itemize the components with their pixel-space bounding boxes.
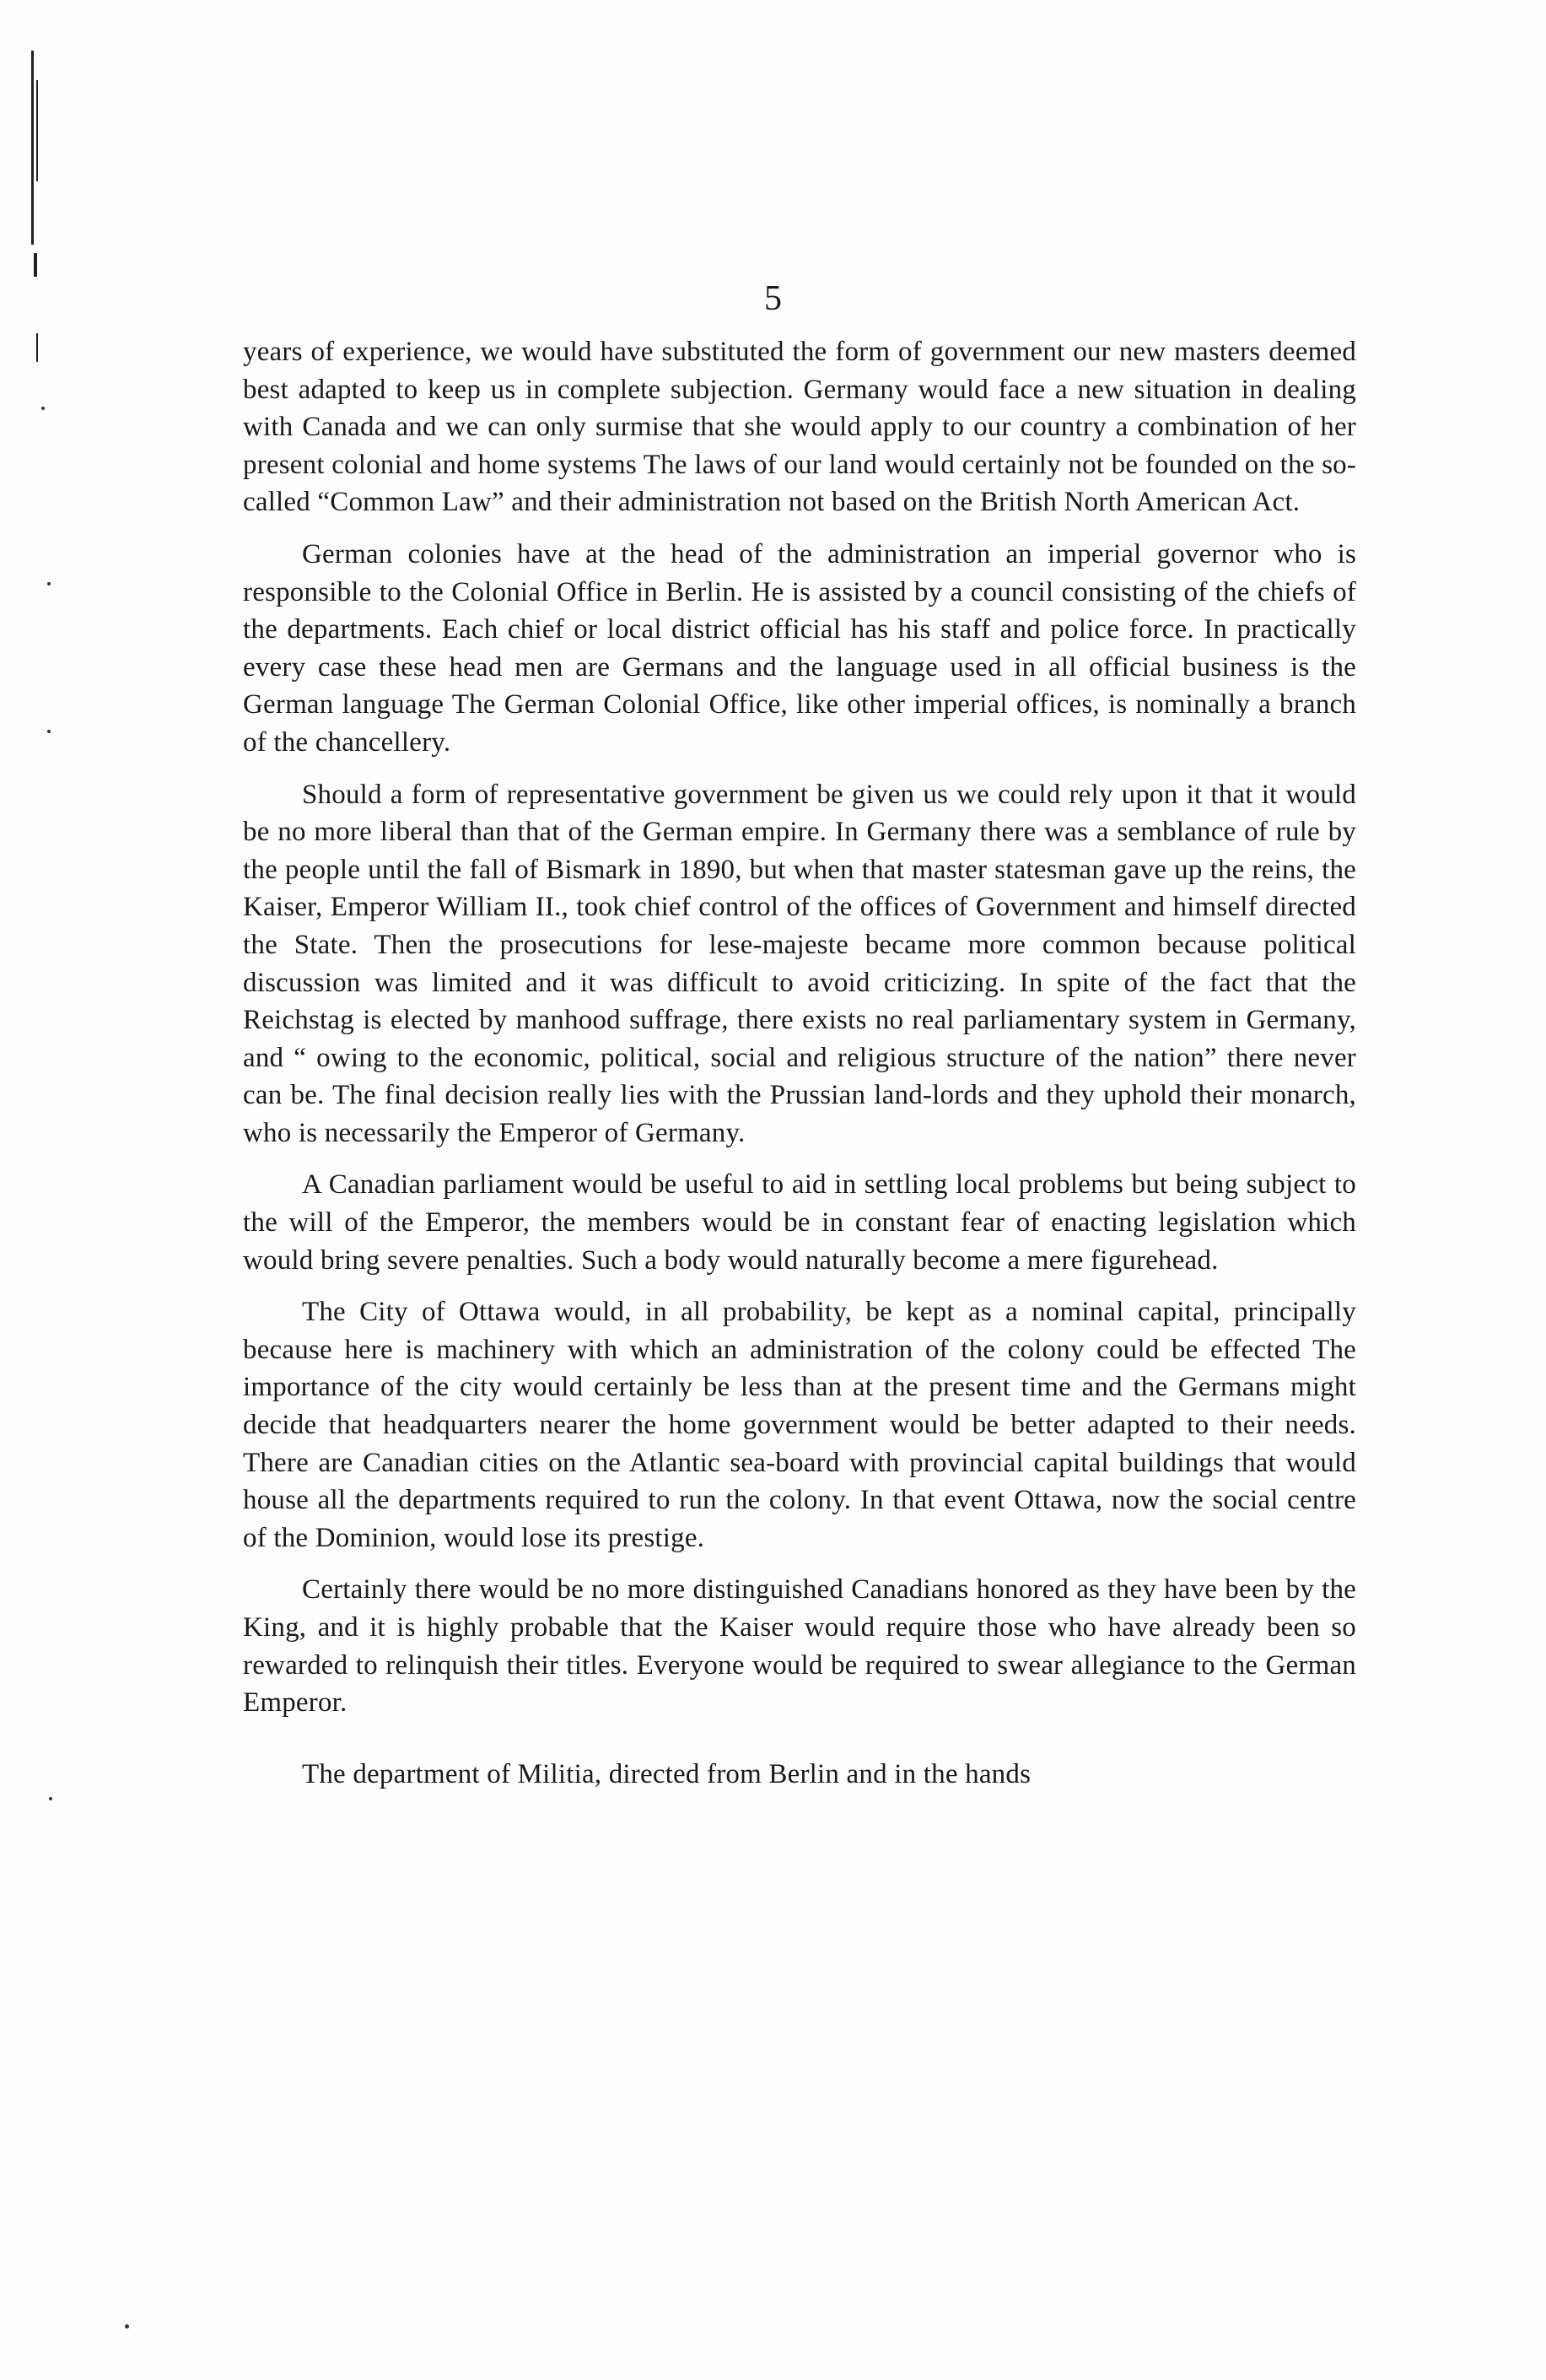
paragraph-colonial-administration: German colonies have at the head of the administration an imperial governor who is responsible to the Colonial Office in Berlin. He is assisted by a council consisting of the chiefs of the departments. Each chief or local district official has his staff and police force. In practically every case these head men are Germans and the language used in all official business is the German language The German Colonial Office, like other imperial offices, is nominally a branch of the chancellery. bbox=[243, 538, 1356, 758]
scan-artifact-mark bbox=[34, 253, 37, 277]
body-text bbox=[243, 333, 1356, 1807]
paragraph-continuation: years of experience, we would have substituted the form of government our new masters deemed best adapted to keep us in complete subjection. Germany would face a new situation in dealing with Canada and we can only surmise that she would apply to our country a combination of her present colonial and home systems The laws of our land would certainly not be founded on the so-called “Common Law” and their administration not based on the British North American Act. bbox=[243, 337, 1356, 518]
paragraph-titles-allegiance: Certainly there would be no more distinguished Canadians honored as they have been by the King, and it is highly probable that the Kaiser would require those who have already been so rewarded to relinquish their titles. Everyone would be required to swear allegiance to the German Emperor. bbox=[243, 1574, 1356, 1719]
paragraph-canadian-parliament: A Canadian parliament would be useful to aid in settling local problems but being subject to the will of the Emperor, the members would be in constant fear of enacting legislation which would bring severe penalties. Such a body would naturally become a mere figurehead. bbox=[243, 1169, 1356, 1276]
paragraph-representative-government: Should a form of representative government be given us we could rely upon it that it would be no more liberal than that of the German empire. In Germany there was a semblance of rule by the people until the fall of Bismark in 1890, but when that master statesman gave up the reins, the Kaiser, Emperor William II., took chief control of the offices of Government and himself directed the State. Then the prosecutions for lese-majeste became more common because political discussion was limited and it was difficult to avoid criticizing. In spite of the fact that the Reichstag is elected by manhood suffrage, there exists no real parliamentary system in Germany, and “ owing to the economic, political, social and religious structure of the nation” there never can be. The final decision really lies with the Prussian land-lords and they uphold their monarch, who is necessarily the Emperor of Germany. bbox=[243, 779, 1356, 1148]
scan-artifact-mark bbox=[36, 333, 38, 362]
scan-artifact-dot bbox=[47, 730, 51, 733]
paragraph-city-of-ottawa: The City of Ottawa would, in all probability, be kept as a nominal capital, principally because here is machinery with which an administration of the colony could be effected The importance of the city would certainly be less than at the present time and the Germans might decide that headquarters nearer the home government would be better adapted to their needs. There are Canadian cities on the Atlantic sea-board with provincial capital buildings that would house all the departments required to run the colony. In that event Ottawa, now the social centre of the Dominion, would lose its prestige. bbox=[243, 1297, 1356, 1553]
page-number: 5 bbox=[764, 279, 782, 318]
scan-artifact-dot bbox=[41, 407, 45, 410]
scan-artifact-dot bbox=[49, 1797, 52, 1800]
paragraph-department-of-militia: The department of Militia, directed from Berlin and in the hands bbox=[302, 1758, 1032, 1789]
scan-artifact-mark bbox=[31, 51, 34, 245]
scan-artifact-dot bbox=[125, 2324, 129, 2329]
scan-artifact-mark bbox=[36, 80, 38, 181]
scan-artifact-dot bbox=[47, 582, 51, 586]
